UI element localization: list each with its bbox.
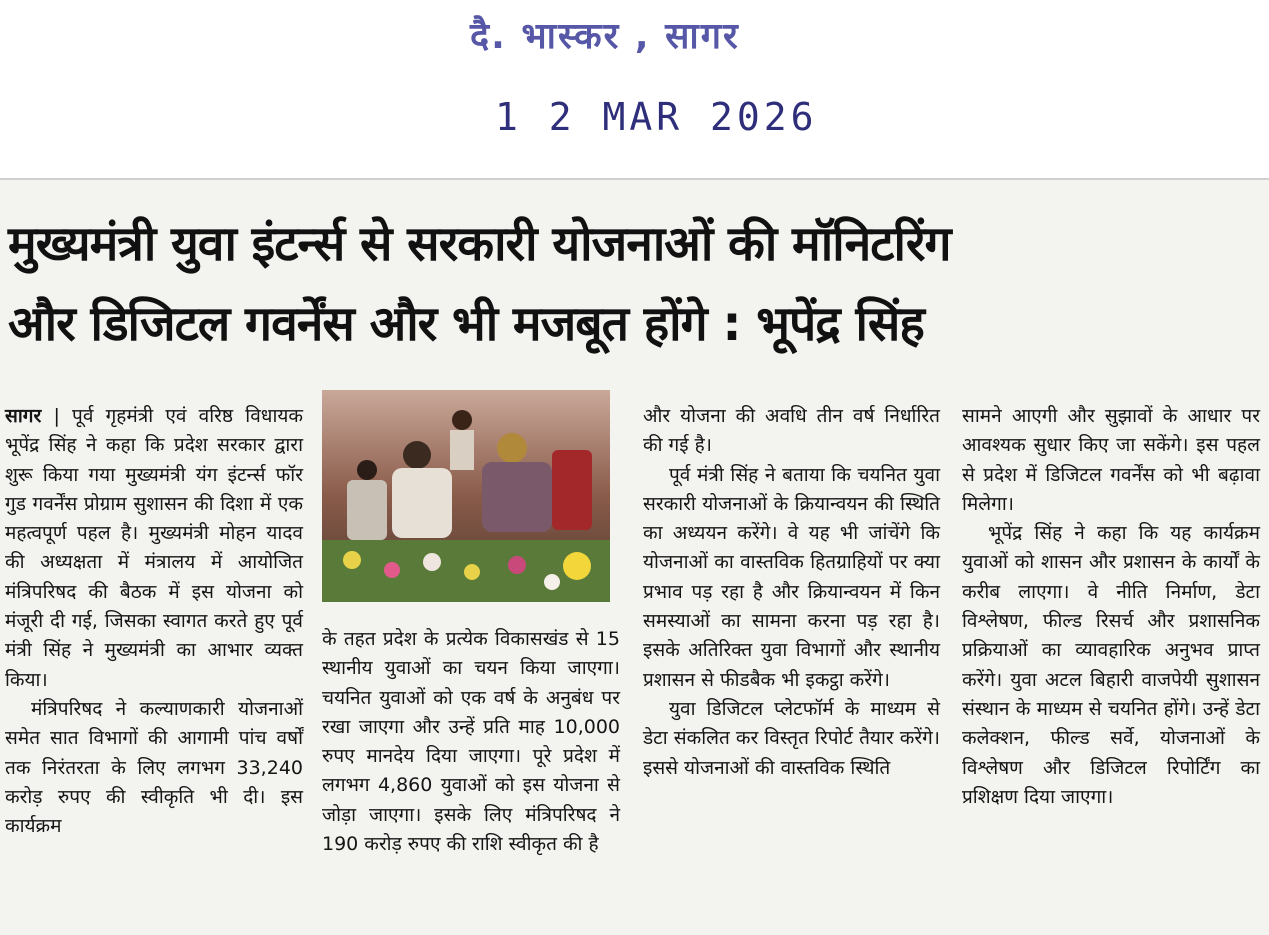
stamp-paper-name: दै. भास्कर , सागर	[470, 16, 740, 57]
headline-line-2: और डिजिटल गवर्नेंस और भी मजबूत होंगे : भूपेंद्र सिंह	[8, 296, 924, 352]
paragraph: के तहत प्रदेश के प्रत्येक विकासखंड से 15 स्थानीय युवाओं का चयन किया जाएगा। चयनित युवाओं को एक वर्ष के अनुबंध पर रखा जाएगा और उन्हें प्रति माह 10,000 रुपए मानदेय दिया जाएगा। पूरे प्रदेश में लगभग 4,860 युवाओं को इस योजना से जोड़ा जाएगा। इसके लिए मंत्रिपरिषद ने 190 करोड़ रुपए की राशि स्वीकृत की है	[322, 628, 620, 856]
headline-line-1: मुख्यमंत्री युवा इंटर्न्स से सरकारी योजनाओं की मॉनिटरिंग	[8, 216, 951, 272]
paragraph: सामने आएगी और सुझावों के आधार पर आवश्यक सुधार किए जा सकेंगे। इस पहल से प्रदेश में डिजिटल गवर्नेंस को भी बढ़ावा मिलेगा।	[962, 405, 1260, 515]
paragraph: और योजना की अवधि तीन वर्ष निर्धारित की गई है।	[643, 405, 940, 457]
paragraph: भूपेंद्र सिंह ने कहा कि यह कार्यक्रम युवाओं को शासन और प्रशासन के कार्यों के करीब लाएगा। वे नीति निर्माण, डेटा विश्लेषण, फील्ड रिसर्च और प्रशासनिक प्रक्रियाओं का व्यावहारिक अनुभव प्राप्त करेंगे। युवा अटल बिहारी वाजपेयी सुशासन संस्थान के माध्यम से चयनित होंगे। उन्हें डेटा कलेक्शन, फील्ड सर्वे, योजनाओं के विश्लेषण और डिजिटल रिपोर्टिंग का प्रशिक्षण दिया जाएगा।	[962, 522, 1260, 808]
stamp-date: 1 2 MAR 2026	[495, 95, 818, 139]
paragraph: युवा डिजिटल प्लेटफॉर्म के माध्यम से डेटा संकलित कर विस्तृत रिपोर्ट तैयार करेंगे। इससे योजनाओं की वास्तविक स्थिति	[643, 697, 940, 779]
paragraph: पूर्व गृहमंत्री एवं वरिष्ठ विधायक भूपेंद्र सिंह ने कहा कि प्रदेश सरकार द्वारा शुरू किया गया मुख्यमंत्री यंग इंटर्न्स फॉर गुड गवर्नेंस प्रोग्राम सुशासन की दिशा में एक महत्वपूर्ण पहल है। मुख्यमंत्री मोहन यादव की अध्यक्षता में मंत्रालय में आयोजित मंत्रिपरिषद की बैठक में इस योजना को मंजूरी दी गई, जिसका स्वागत करते हुए पूर्व मंत्री सिंह ने मुख्यमंत्री का आभार व्यक्त किया।	[5, 405, 303, 691]
article-column-3	[643, 402, 940, 783]
event-photo	[322, 390, 610, 602]
paragraph: पूर्व मंत्री सिंह ने बताया कि चयनित युवा सरकारी योजनाओं के क्रियान्वयन की स्थिति का अध्ययन करेंगे। वे यह भी जांचेंगे कि योजनाओं का वास्तविक हितग्राहियों पर क्या प्रभाव पड़ रहा है और क्रियान्वयन में किन समस्याओं का सामना करना पड़ रहा है। इसके अतिरिक्त युवा विभागों और स्थानीय प्रशासन से फीडबैक भी इकट्ठा करेंगे।	[643, 463, 940, 691]
dateline: सागर	[5, 405, 42, 427]
paragraph: मंत्रिपरिषद ने कल्याणकारी योजनाओं समेत सात विभागों की आगामी पांच वर्षों तक निरंतरता के लिए लगभग 33,240 करोड़ रुपए की स्वीकृति भी दी। इस कार्यक्रम	[5, 697, 303, 838]
news-clipping	[0, 178, 1269, 935]
event-photo-image	[322, 390, 610, 602]
article-column-2	[322, 625, 620, 859]
article-column-4	[962, 402, 1260, 812]
article-column-1: सागर | पूर्व गृहमंत्री एवं वरिष्ठ विधायक भूपेंद्र सिंह ने कहा कि प्रदेश सरकार द्वारा शुरू किया गया मुख्यमंत्री यंग इंटर्न्स फॉर गुड गवर्नेंस प्रोग्राम सुशासन की दिशा में एक महत्वपूर्ण पहल है। मुख्यमंत्री मोहन यादव की अध्यक्षता में मंत्रालय में आयोजित मंत्रिपरिषद की बैठक में इस योजना को मंजूरी दी गई, जिसका स्वागत करते हुए पूर्व मंत्री सिंह ने मुख्यमंत्री का आभार व्यक्त किया। मंत्रिपरिषद ने कल्याणकारी योजनाओं समेत सात विभागों की आगामी पांच वर्षों तक निरंतरता के लिए लगभग 33,240 करोड़ रुपए की स्वीकृति भी दी। इस कार्यक्रम	[5, 402, 303, 841]
